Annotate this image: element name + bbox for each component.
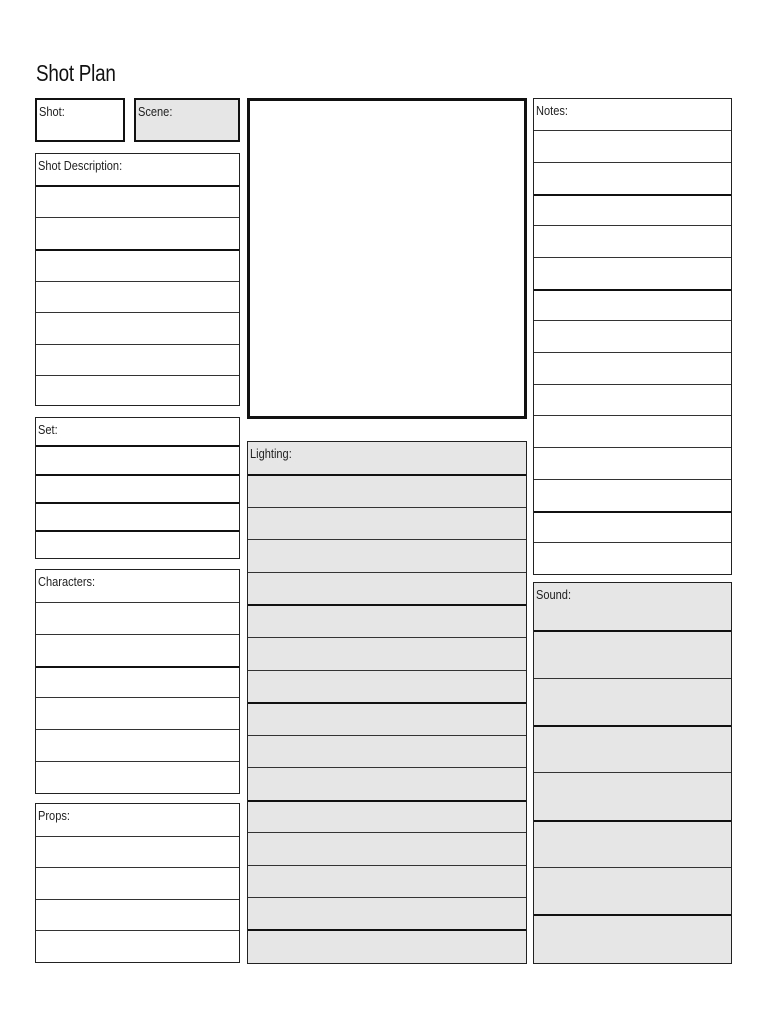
writing-line — [36, 930, 239, 931]
writing-line — [36, 530, 239, 532]
scene-field[interactable] — [134, 98, 240, 142]
writing-line — [36, 445, 239, 447]
writing-line — [534, 678, 731, 679]
writing-line — [534, 194, 731, 196]
set-label: Set: — [38, 422, 58, 437]
writing-line — [248, 800, 526, 802]
writing-line — [248, 767, 526, 768]
writing-line — [534, 384, 731, 385]
shot-description-label: Shot Description: — [38, 158, 123, 173]
props-section[interactable] — [35, 803, 240, 963]
writing-line — [36, 729, 239, 730]
writing-line — [534, 867, 731, 868]
writing-line — [534, 447, 731, 448]
writing-line — [248, 539, 526, 540]
writing-line — [248, 832, 526, 833]
writing-line — [534, 725, 731, 727]
writing-line — [36, 375, 239, 376]
props-label: Props: — [38, 808, 70, 823]
scene-label: Scene: — [138, 104, 173, 119]
characters-label: Characters: — [38, 574, 96, 589]
characters-section[interactable] — [35, 569, 240, 794]
shot-sketch-frame[interactable] — [247, 98, 527, 419]
writing-line — [248, 637, 526, 638]
writing-line — [248, 702, 526, 704]
writing-line — [534, 772, 731, 773]
notes-section[interactable] — [533, 98, 732, 575]
writing-line — [534, 542, 731, 543]
writing-line — [534, 914, 731, 916]
writing-line — [534, 225, 731, 226]
shot-label: Shot: — [39, 104, 65, 119]
writing-line — [534, 257, 731, 258]
writing-line — [36, 761, 239, 762]
writing-line — [36, 344, 239, 345]
writing-line — [248, 929, 526, 931]
writing-line — [36, 281, 239, 282]
lighting-label: Lighting: — [250, 446, 292, 461]
writing-line — [534, 130, 731, 131]
writing-line — [36, 474, 239, 476]
writing-line — [534, 479, 731, 480]
notes-label: Notes: — [536, 103, 568, 118]
writing-line — [36, 867, 239, 868]
shot-field[interactable] — [35, 98, 125, 142]
writing-line — [534, 162, 731, 163]
writing-line — [248, 572, 526, 573]
writing-line — [36, 217, 239, 218]
writing-line — [534, 630, 731, 632]
writing-line — [248, 474, 526, 476]
writing-line — [36, 312, 239, 313]
writing-line — [36, 899, 239, 900]
writing-line — [248, 604, 526, 606]
writing-line — [248, 670, 526, 671]
writing-line — [36, 666, 239, 668]
shot-description-section[interactable] — [35, 153, 240, 406]
sound-label: Sound: — [536, 587, 572, 602]
writing-line — [248, 897, 526, 898]
writing-line — [36, 634, 239, 635]
writing-line — [534, 352, 731, 353]
writing-line — [36, 249, 239, 251]
writing-line — [534, 320, 731, 321]
writing-line — [534, 820, 731, 822]
page-title: Shot Plan — [36, 60, 116, 86]
writing-line — [248, 865, 526, 866]
writing-line — [534, 289, 731, 291]
writing-line — [36, 602, 239, 603]
set-section[interactable] — [35, 417, 240, 559]
writing-line — [36, 185, 239, 187]
writing-line — [36, 836, 239, 837]
writing-line — [248, 735, 526, 736]
writing-line — [248, 507, 526, 508]
lighting-section[interactable] — [247, 441, 527, 964]
writing-line — [534, 415, 731, 416]
writing-line — [534, 511, 731, 513]
writing-line — [36, 697, 239, 698]
sound-section[interactable] — [533, 582, 732, 964]
writing-line — [36, 502, 239, 504]
